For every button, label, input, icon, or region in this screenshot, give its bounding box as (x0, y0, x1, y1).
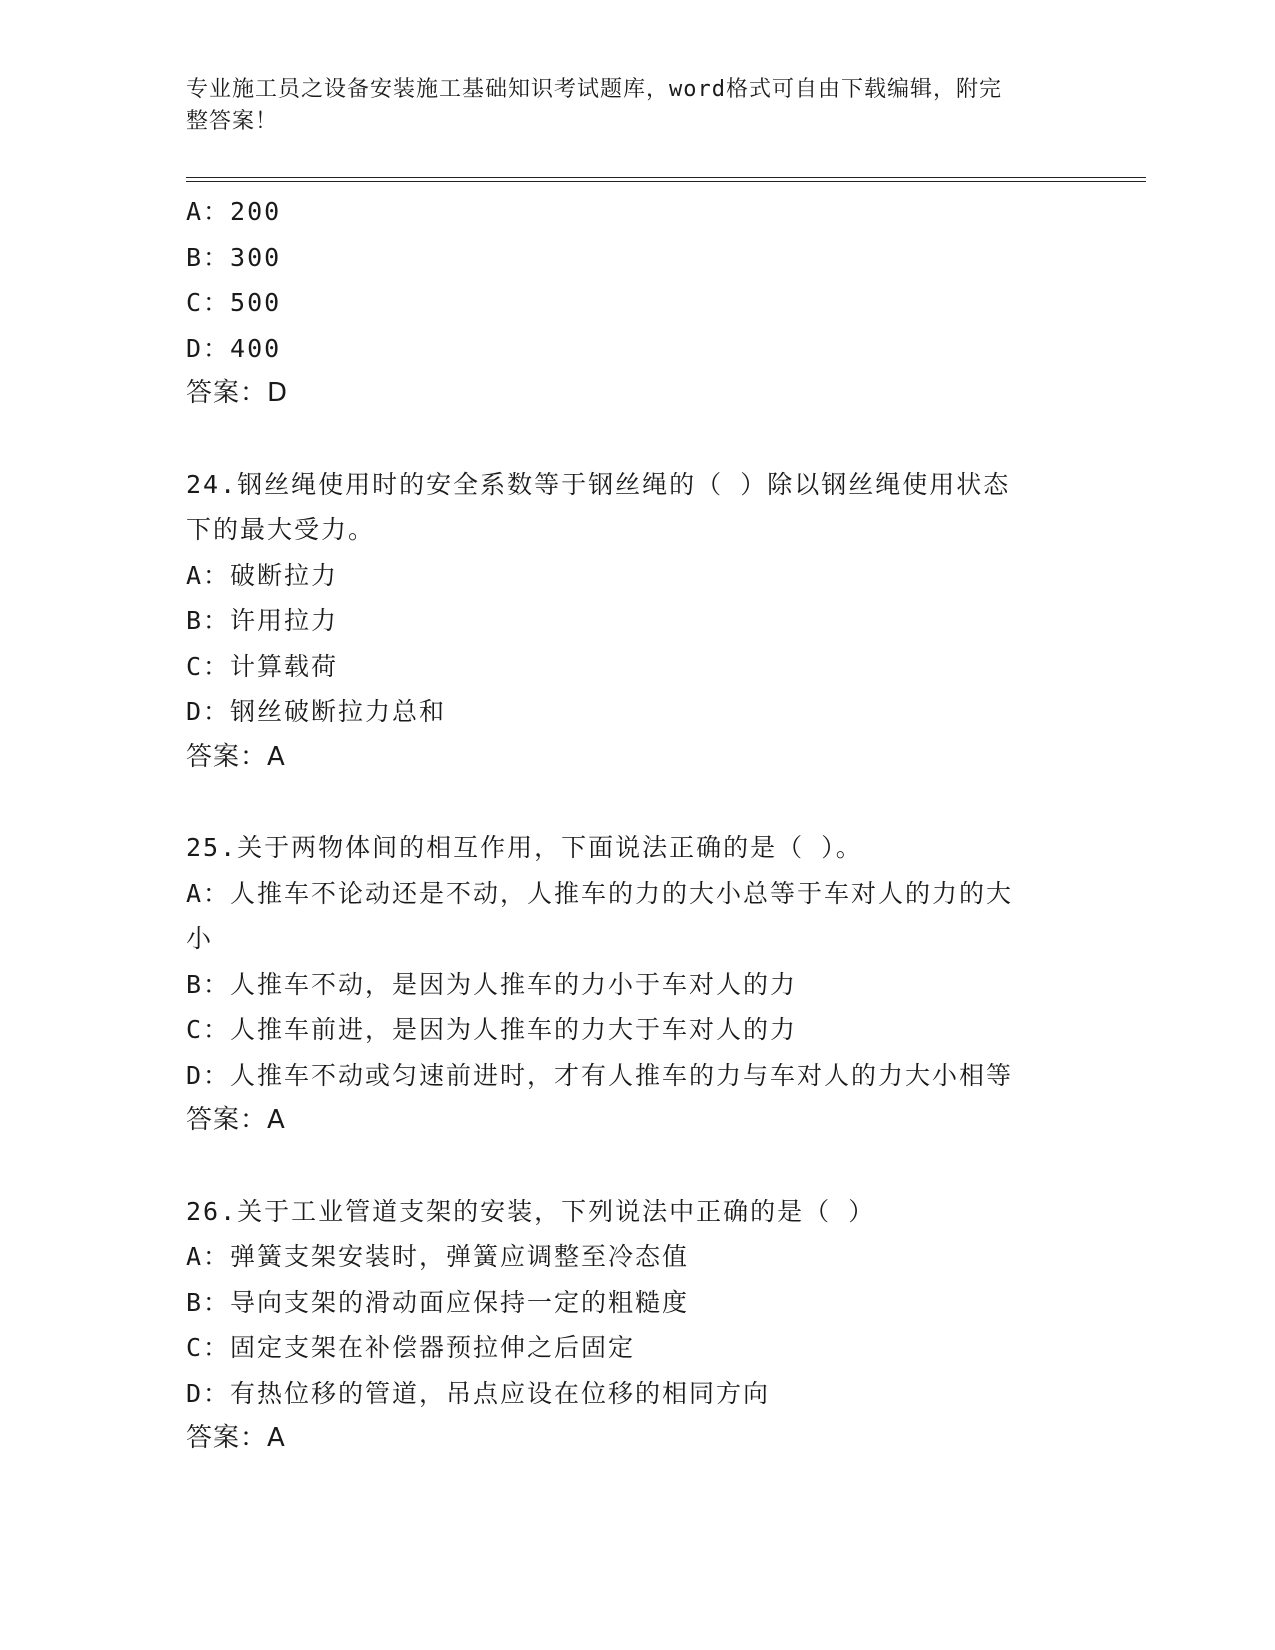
answer-line: 答案：A (186, 741, 286, 772)
question-stem-line-1: 24.钢丝绳使用时的安全系数等于钢丝绳的（ ）除以钢丝绳使用状态 (186, 469, 1011, 499)
question-26 (186, 1189, 1086, 1462)
option-b: B：人推车不动，是因为人推车的力小于车对人的力 (186, 969, 798, 999)
answer-line: 答案：A (186, 1423, 286, 1453)
option-c: C：计算载荷 (186, 651, 339, 681)
option-a-line-2: 小 (186, 924, 214, 953)
header-rule-top (186, 177, 1146, 178)
answer-line: 答案：D (186, 378, 289, 408)
question-gap (186, 1144, 1086, 1189)
question-stem-line-2: 下的最大受力。 (186, 515, 376, 544)
question-23 (186, 189, 1086, 417)
header-rule-bottom (186, 181, 1146, 182)
header-line-1: 专业施工员之设备安装施工基础知识考试题库，word格式可自由下载编辑，附完 (186, 77, 1002, 102)
question-25 (186, 825, 1086, 1144)
option-d: D：人推车不动或匀速前进时，才有人推车的力与车对人的力大小相等 (186, 1060, 1014, 1090)
option-c: C：固定支架在补偿器预拉伸之后固定 (186, 1333, 636, 1362)
question-24 (186, 462, 1086, 781)
answer-line: 答案：A (186, 1105, 286, 1135)
option-a-line-1: A：人推车不论动还是不动，人推车的力的大小总等于车对人的力的大 (186, 878, 1014, 908)
question-stem: 26.关于工业管道支架的安装，下列说法中正确的是（ ） (186, 1196, 876, 1226)
document-header (186, 74, 1066, 138)
option-c: C：500 (186, 288, 282, 317)
question-stem: 25.关于两物体间的相互作用，下面说法正确的是（ ）。 (186, 833, 863, 862)
option-b: B：300 (186, 242, 282, 272)
option-a: A：200 (186, 197, 282, 226)
option-b: B：导向支架的滑动面应保持一定的粗糙度 (186, 1287, 690, 1317)
header-line-2: 整答案！ (186, 109, 279, 134)
option-d: D：钢丝破断拉力总和 (186, 697, 447, 726)
option-d: D：有热位移的管道，吊点应设在位移的相同方向 (186, 1378, 771, 1408)
option-a: A：弹簧支架安装时，弹簧应调整至冷态值 (186, 1242, 690, 1271)
question-list (186, 189, 1086, 1462)
question-gap (186, 417, 1086, 462)
question-gap (186, 780, 1086, 825)
option-c: C：人推车前进，是因为人推车的力大于车对人的力 (186, 1015, 798, 1044)
option-a: A：破断拉力 (186, 560, 339, 590)
option-b: B：许用拉力 (186, 606, 339, 635)
option-d: D：400 (186, 333, 282, 363)
